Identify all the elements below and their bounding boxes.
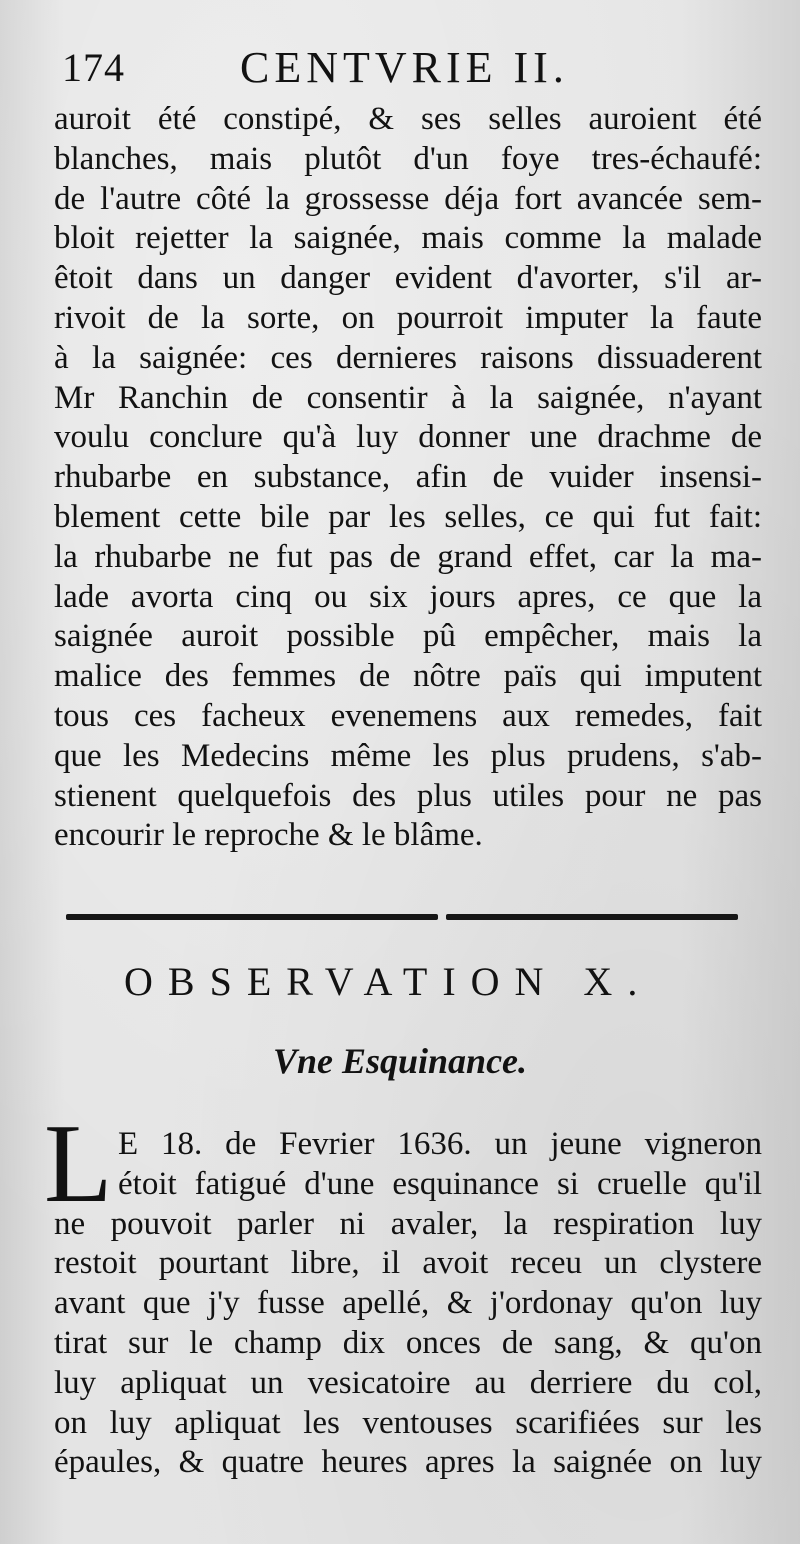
text-line: de l'autre côté la grossesse déja fort avancée sem- [54, 180, 762, 217]
text-line: lade avorta cinq ou six jours apres, ce que la [54, 578, 762, 615]
text-line: on luy apliquat les ventouses scarifiées sur les [54, 1404, 762, 1441]
observation-subtitle: Vne Esquinance. [272, 1041, 528, 1081]
observation-title: OBSERVATION X. [124, 959, 653, 1004]
text-line: blement cette bile par les selles, ce qui fut fait: [54, 498, 762, 535]
page-number: 174 [62, 45, 125, 90]
divider-rule-left [66, 914, 438, 920]
text-line: malice des femmes de nôtre païs qui imputent [54, 658, 762, 695]
text-line: blanches, mais plutôt d'un foye tres-échaufé: [54, 140, 762, 177]
section-divider [66, 908, 738, 928]
paragraph-continuation [54, 100, 762, 856]
text-line: auroit été constipé, & ses selles auroient été [54, 101, 762, 137]
text-line: saignée auroit possible pû empêcher, mais la [54, 618, 762, 655]
text-line: bloit rejetter la saignée, mais comme la malade [54, 220, 762, 257]
paragraph-observation [54, 1125, 762, 1483]
text-line: étoit fatigué d'une esquinance si cruelle qu'il [118, 1165, 762, 1202]
text-line: restoit pourtant libre, il avoit receu un clystere [54, 1245, 762, 1282]
text-line: avant que j'y fusse apellé, & j'ordonay qu'on luy [54, 1285, 762, 1322]
divider-rule-right [446, 914, 738, 920]
text-line: Mr Ranchin de consentir à la saignée, n'ayant [54, 379, 762, 416]
page-header [62, 42, 762, 92]
text-line: que les Medecins même les plus prudens, s'ab- [54, 737, 762, 774]
text-line: tous ces facheux evenemens aux remedes, fait [54, 697, 762, 734]
text-line: à la saignée: ces dernieres raisons dissuaderent [54, 339, 762, 376]
text-line: êtoit dans un danger evident d'avorter, s'il ar- [54, 260, 762, 297]
text-line: stienent quelquefois des plus utiles pour ne pas [54, 777, 762, 814]
text-line: luy apliquat un vesicatoire au derriere du col, [54, 1364, 762, 1401]
drop-cap: L [44, 1102, 113, 1226]
text-line: épaules, & quatre heures apres la saignée on luy [54, 1444, 762, 1481]
text-line: la rhubarbe ne fut pas de grand effet, car la ma- [54, 538, 762, 575]
running-head: CENTVRIE II. [240, 43, 569, 92]
text-line: rivoit de la sorte, on pourroit imputer la faute [54, 299, 762, 336]
text-line: voulu conclure qu'à luy donner une drachme de [54, 419, 762, 456]
text-line-last: encourir le reproche & le blâme. [54, 817, 483, 854]
text-line: E 18. de Fevrier 1636. un jeune vigneron [118, 1126, 762, 1162]
text-line: rhubarbe en substance, afin de vuider insensi- [54, 459, 762, 496]
text-line: tirat sur le champ dix onces de sang, & qu'on [54, 1324, 762, 1361]
text-line: ne pouvoit parler ni avaler, la respiration luy [54, 1205, 762, 1242]
